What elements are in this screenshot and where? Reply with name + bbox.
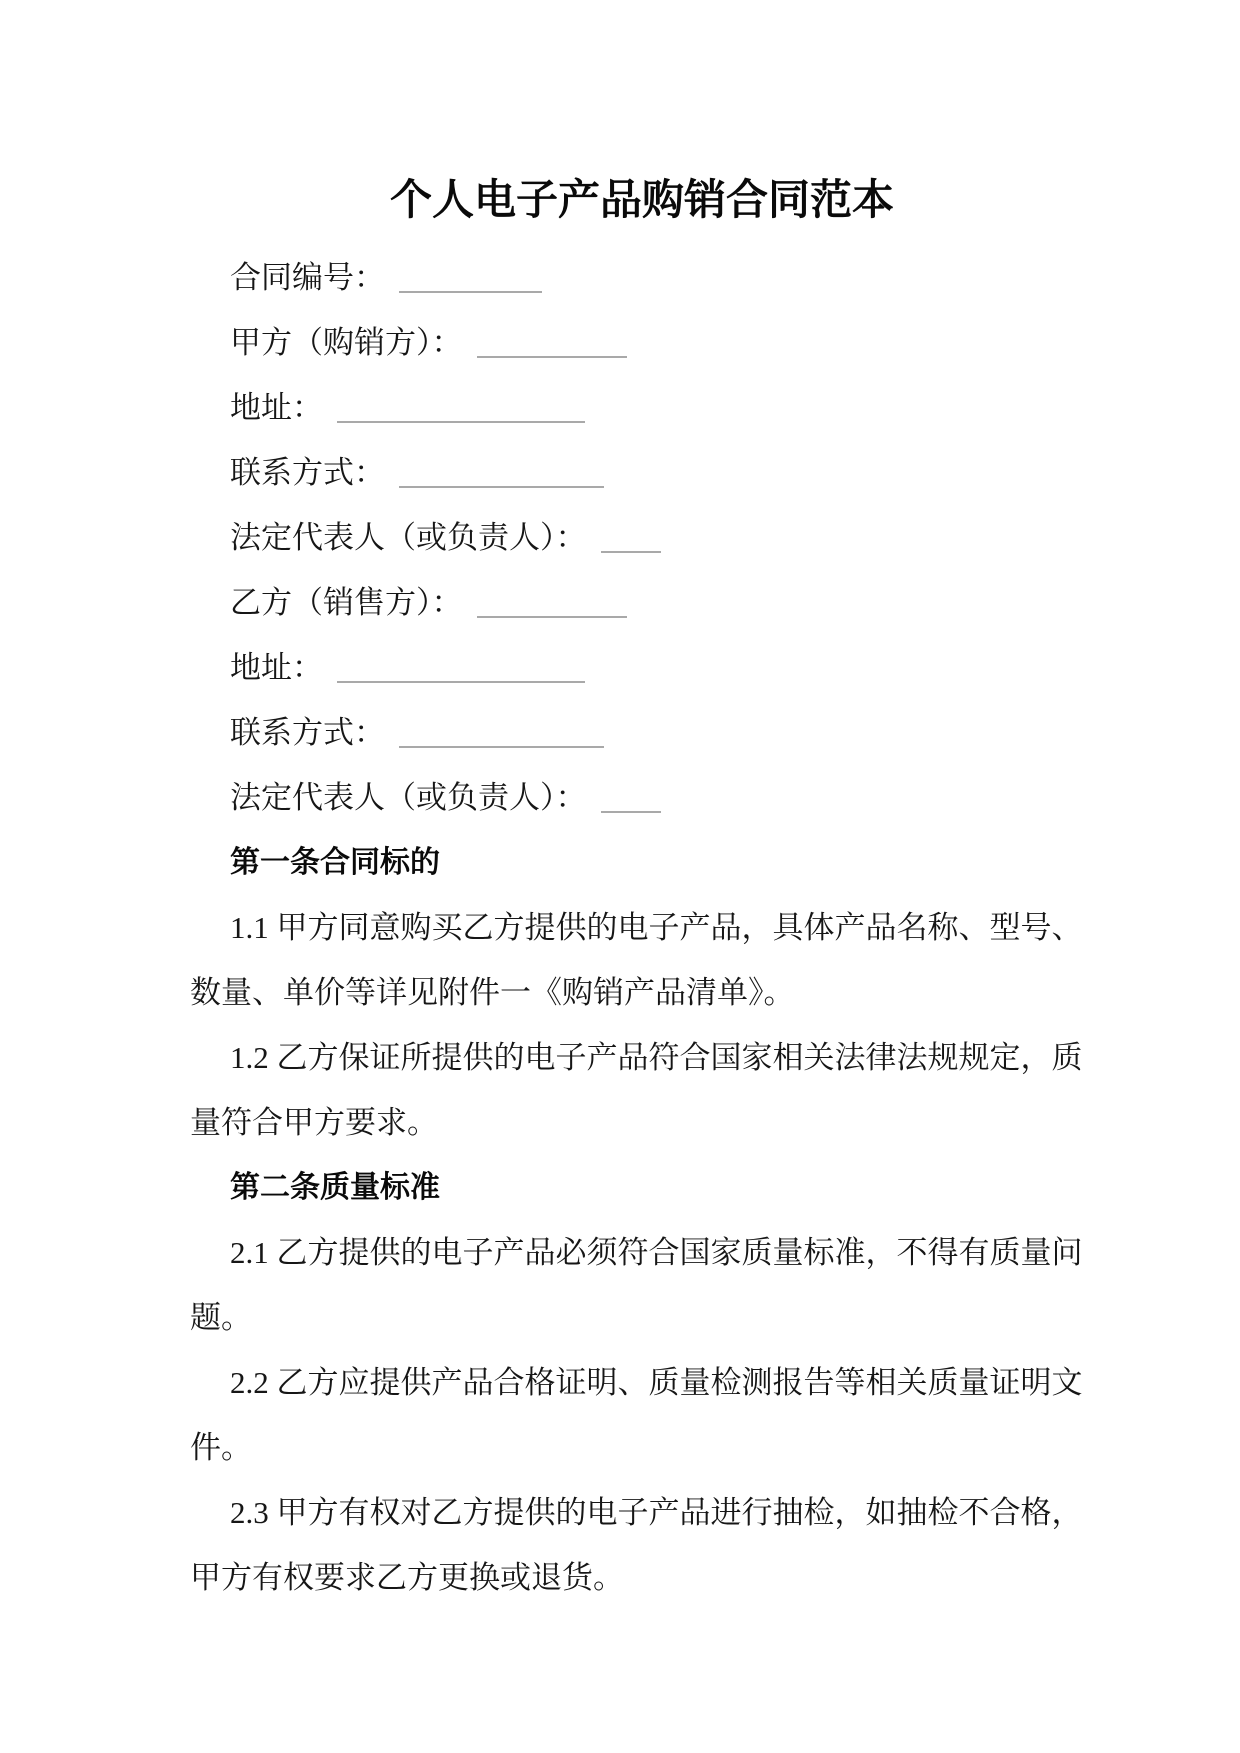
blank-fill-line bbox=[477, 330, 627, 358]
clause-2-3-line-2 bbox=[190, 1545, 1094, 1610]
clause-2-3-line-1 bbox=[190, 1480, 1094, 1545]
line-text: 法定代表人（或负责人）： bbox=[230, 780, 587, 815]
party-a-address-field bbox=[190, 375, 1094, 440]
document-title: 个人电子产品购销合同范本 bbox=[389, 176, 894, 223]
line-text: 地址： bbox=[230, 390, 323, 425]
clause-1-2-line-1 bbox=[190, 1025, 1094, 1090]
party-b-field bbox=[190, 570, 1094, 635]
document-body bbox=[190, 245, 1094, 1610]
line-text: 2.1 乙方提供的电子产品必须符合国家质量标准，不得有质量问 bbox=[230, 1235, 1083, 1270]
line-text: 件。 bbox=[190, 1430, 252, 1465]
party-b-contact-field bbox=[190, 700, 1094, 765]
line-text: 量符合甲方要求。 bbox=[190, 1105, 438, 1140]
blank-fill-line bbox=[337, 395, 585, 423]
clause-2-2-line-2 bbox=[190, 1415, 1094, 1480]
party-b-address-field bbox=[190, 635, 1094, 700]
line-text: 2.2 乙方应提供产品合格证明、质量检测报告等相关质量证明文 bbox=[230, 1365, 1083, 1400]
line-text: 甲方有权要求乙方更换或退货。 bbox=[190, 1560, 624, 1595]
line-text: 地址： bbox=[230, 650, 323, 685]
party-a-contact-field bbox=[190, 440, 1094, 505]
line-text: 甲方（购销方）： bbox=[230, 325, 463, 360]
clause-2-1-line-2 bbox=[190, 1285, 1094, 1350]
line-text: 1.2 乙方保证所提供的电子产品符合国家相关法律法规规定，质 bbox=[230, 1040, 1083, 1075]
party-b-legal-rep-field bbox=[190, 765, 1094, 830]
section-heading-text: 第二条质量标准 bbox=[230, 1171, 440, 1204]
clause-2-2-line-1 bbox=[190, 1350, 1094, 1415]
blank-fill-line bbox=[601, 785, 661, 813]
blank-fill-line bbox=[399, 720, 604, 748]
clause-2-1-line-1 bbox=[190, 1220, 1094, 1285]
line-text: 联系方式： bbox=[230, 715, 385, 750]
line-text: 合同编号： bbox=[230, 260, 385, 295]
line-text: 法定代表人（或负责人）： bbox=[230, 520, 587, 555]
line-text: 1.1 甲方同意购买乙方提供的电子产品，具体产品名称、型号、 bbox=[230, 910, 1083, 945]
section-heading-text: 第一条合同标的 bbox=[230, 846, 440, 879]
line-text: 乙方（销售方）： bbox=[230, 585, 463, 620]
section-1-heading bbox=[190, 830, 1094, 895]
party-a-field bbox=[190, 310, 1094, 375]
section-2-heading bbox=[190, 1155, 1094, 1220]
clause-1-1-line-1 bbox=[190, 895, 1094, 960]
blank-fill-line bbox=[399, 265, 542, 293]
line-text: 数量、单价等详见附件一《购销产品清单》。 bbox=[190, 975, 795, 1010]
line-text: 联系方式： bbox=[230, 455, 385, 490]
line-text: 2.3 甲方有权对乙方提供的电子产品进行抽检，如抽检不合格， bbox=[230, 1495, 1083, 1530]
clause-1-1-line-2 bbox=[190, 960, 1094, 1025]
party-a-legal-rep-field bbox=[190, 505, 1094, 570]
clause-1-2-line-2 bbox=[190, 1090, 1094, 1155]
blank-fill-line bbox=[399, 460, 604, 488]
blank-fill-line bbox=[601, 525, 661, 553]
line-text: 题。 bbox=[190, 1300, 252, 1335]
contract-number-field bbox=[190, 245, 1094, 310]
blank-fill-line bbox=[477, 590, 627, 618]
blank-fill-line bbox=[337, 655, 585, 683]
